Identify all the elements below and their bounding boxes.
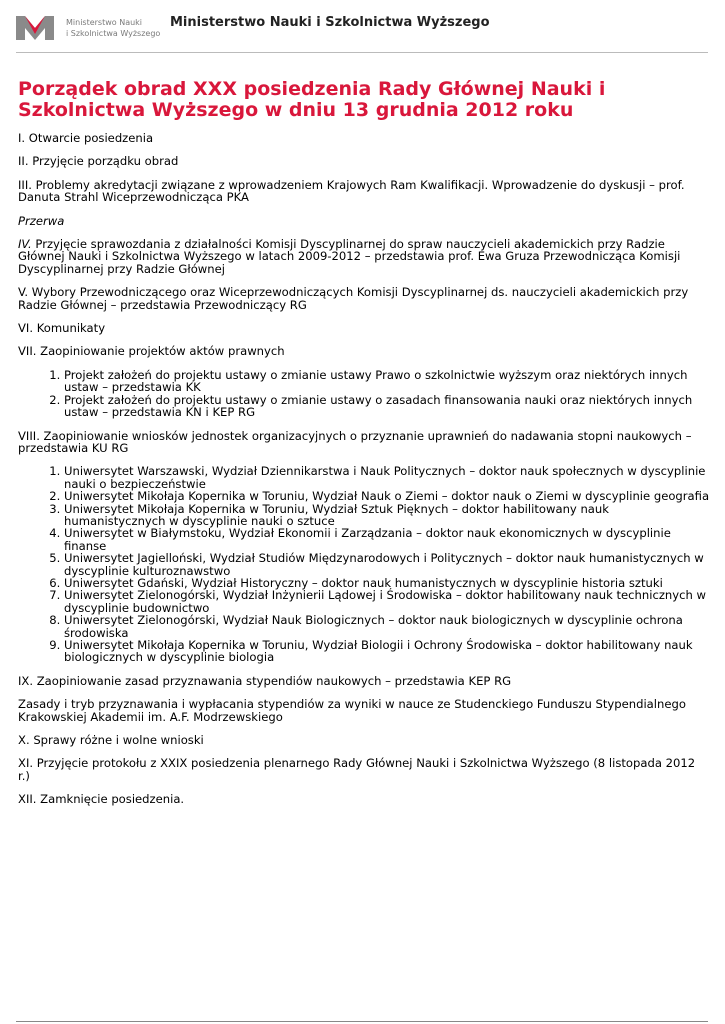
document-body [18, 79, 710, 817]
legal-acts-list [18, 369, 710, 419]
list-item: 9. Uniwersytet Mikołaja Kopernika w Toruniu, Wydział Biologii i Ochrony Środowiska – doktor habilitowany nauk biologicznych w dyscyplinie biologia [64, 639, 710, 664]
list-item: 3. Uniwersytet Mikołaja Kopernika w Toruniu, Wydział Sztuk Pięknych – doktor habilitowany nauk humanistycznych w dyscyplinie nauki o sztuce [64, 503, 710, 528]
agenda-item-4-numeral: IV. [18, 237, 32, 252]
document-title: Porządek obrad XXX posiedzenia Rady Głównej Nauki i Szkolnictwa Wyższego w dniu 13 grudnia 2012 roku [18, 78, 606, 121]
agenda-item-6: VI. Komunikaty [18, 321, 106, 336]
agenda-item-10: X. Sprawy różne i wolne wnioski [18, 733, 204, 748]
list-item: 7. Uniwersytet Zielonogórski, Wydział Inżynierii Lądowej i Środowiska – doktor habilitowany nauk technicznych w dyscyplinie budownictwo [64, 589, 710, 614]
degree-rights-list [18, 465, 710, 664]
agenda-item-9: IX. Zaopiniowanie zasad przyznawania stypendiów naukowych – przedstawia KEP RG [18, 673, 512, 688]
list-item: 4. Uniwersytet w Białymstoku, Wydział Ekonomii i Zarządzania – doktor nauk ekonomicznych w dyscyplinie finanse [64, 527, 710, 552]
logo-line-2: i Szkolnictwa Wyższego [66, 29, 161, 38]
list-item: 2. Projekt założeń do projektu ustawy o zmianie ustawy o zasadach finansowania nauki oraz niektórych innych ustaw – przedstawia KN i KEP RG [64, 394, 710, 419]
agenda-item-11: XI. Przyjęcie protokołu z XXIX posiedzenia plenarnego Rady Głównej Nauki i Szkolnictwa Wyższego (8 listopada 2012 r.) [18, 756, 696, 783]
break-label: Przerwa [18, 213, 65, 228]
agenda-item-12: XII. Zamknięcie posiedzenia. [18, 792, 185, 807]
footer-divider [16, 1021, 708, 1022]
ministry-logo-icon [16, 16, 54, 40]
list-item: 8. Uniwersytet Zielonogórski, Wydział Nauk Biologicznych – doktor nauk biologicznych w dyscyplinie ochrona środowiska [64, 614, 710, 639]
header-divider [16, 52, 708, 53]
list-item: 1. Projekt założeń do projektu ustawy o zmianie ustawy Prawo o szkolnictwie wyższym oraz niektórych innych ustaw – przedstawia KK [64, 369, 710, 394]
page-header [16, 10, 716, 46]
list-item: 6. Uniwersytet Gdański, Wydział Historyczny – doktor nauk humanistycznych w dyscyplinie historia sztuki [64, 577, 710, 589]
agenda-item-4-text: Przyjęcie sprawozdania z działalności Komisji Dyscyplinarnej do spraw nauczycieli akademickich przy Radzie Głównej Nauki i Szkolnictwa Wyższego w latach 2009-2012 – przedstawia prof. Ewa Gruza Przewodnicząca Komisji Dyscyplinarnej przy Radzie Głównej [18, 237, 681, 276]
agenda-item-8: VIII. Zaopiniowanie wniosków jednostek organizacyjnych o przyznanie uprawnień do nadawania stopni naukowych – przedstawia KU RG [18, 428, 692, 455]
agenda-item-9-note: Zasady i tryb przyznawania i wypłacania stypendiów za wyniki w nauce ze Studenckiego Funduszu Stypendialnego Krakowskiej Akademii im. A.F. Modrzewskiego [18, 697, 686, 724]
ministry-logo[interactable] [16, 12, 161, 44]
list-item: 1. Uniwersytet Warszawski, Wydział Dziennikarstwa i Nauk Politycznych – doktor nauk społecznych w dyscyplinie nauki o bezpieczeństwie [64, 465, 710, 490]
agenda-item-3: III. Problemy akredytacji związane z wprowadzeniem Krajowych Ram Kwalifikacji. Wprowadzenie do dyskusji – prof. Danuta Strahl Wiceprzewodnicząca PKA [18, 177, 685, 205]
logo-line-1: Ministerstwo Nauki [66, 18, 143, 27]
ministry-name: Ministerstwo Nauki i Szkolnictwa Wyższego [170, 15, 490, 30]
agenda-item-4 [18, 238, 710, 275]
agenda-item-2: II. Przyjęcie porządku obrad [18, 154, 179, 169]
logo-text [66, 17, 160, 39]
list-item: 2. Uniwersytet Mikołaja Kopernika w Toruniu, Wydział Nauk o Ziemi – doktor nauk o Ziemi w dyscyplinie geografia [64, 490, 710, 502]
agenda-item-5: V. Wybory Przewodniczącego oraz Wiceprzewodniczących Komisji Dyscyplinarnej ds. nauczycieli akademickich przy Radzie Głównej – przedstawia Przewodniczący RG [18, 285, 689, 312]
list-item: 5. Uniwersytet Jagielloński, Wydział Studiów Międzynarodowych i Politycznych – doktor nauk humanistycznych w dyscyplinie kulturoznawstwo [64, 552, 710, 577]
agenda-item-1: I. Otwarcie posiedzenia [18, 131, 154, 145]
agenda-item-7: VII. Zaopiniowanie projektów aktów prawnych [18, 344, 285, 359]
